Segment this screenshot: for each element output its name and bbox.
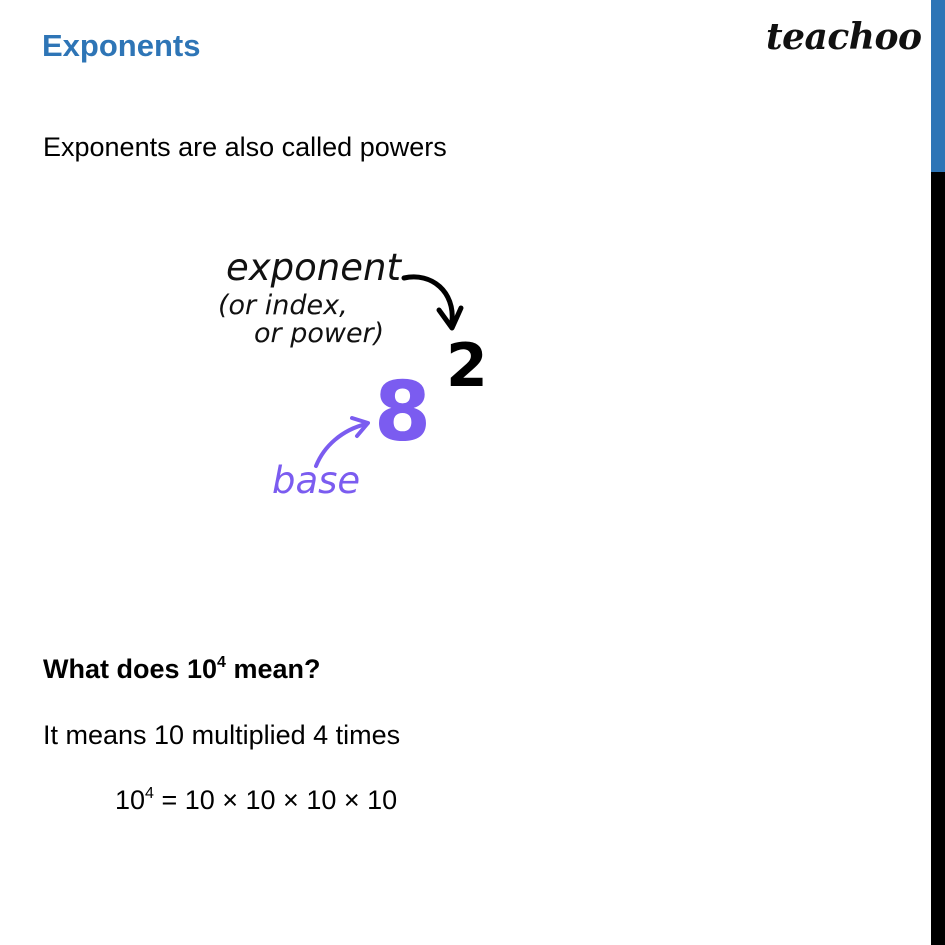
index-note [218, 292, 384, 348]
question-superscript: 4 [217, 654, 226, 671]
index-note-line-2: or power) [254, 318, 385, 349]
exponent-value: 2 [446, 331, 488, 401]
index-note-line-1: (or index, [218, 290, 348, 321]
answer-text: It means 10 multiplied 4 times [43, 720, 401, 750]
base-label: base [272, 459, 361, 502]
question-heading [43, 654, 320, 685]
expansion-equation [115, 785, 397, 816]
equation-superscript: 4 [145, 785, 154, 802]
teachoo-logo: teachoo [766, 16, 922, 58]
slide-title: Exponents [42, 28, 201, 63]
equation-expansion: = 10 × 10 × 10 × 10 [153, 785, 398, 815]
equation-base: 10 [115, 785, 146, 815]
exponent-label: exponent [226, 246, 401, 289]
question-prefix: What does 10 [43, 654, 218, 684]
intro-text: Exponents are also called powers [43, 132, 447, 162]
question-suffix: mean? [225, 654, 321, 684]
base-value: 8 [374, 365, 432, 460]
